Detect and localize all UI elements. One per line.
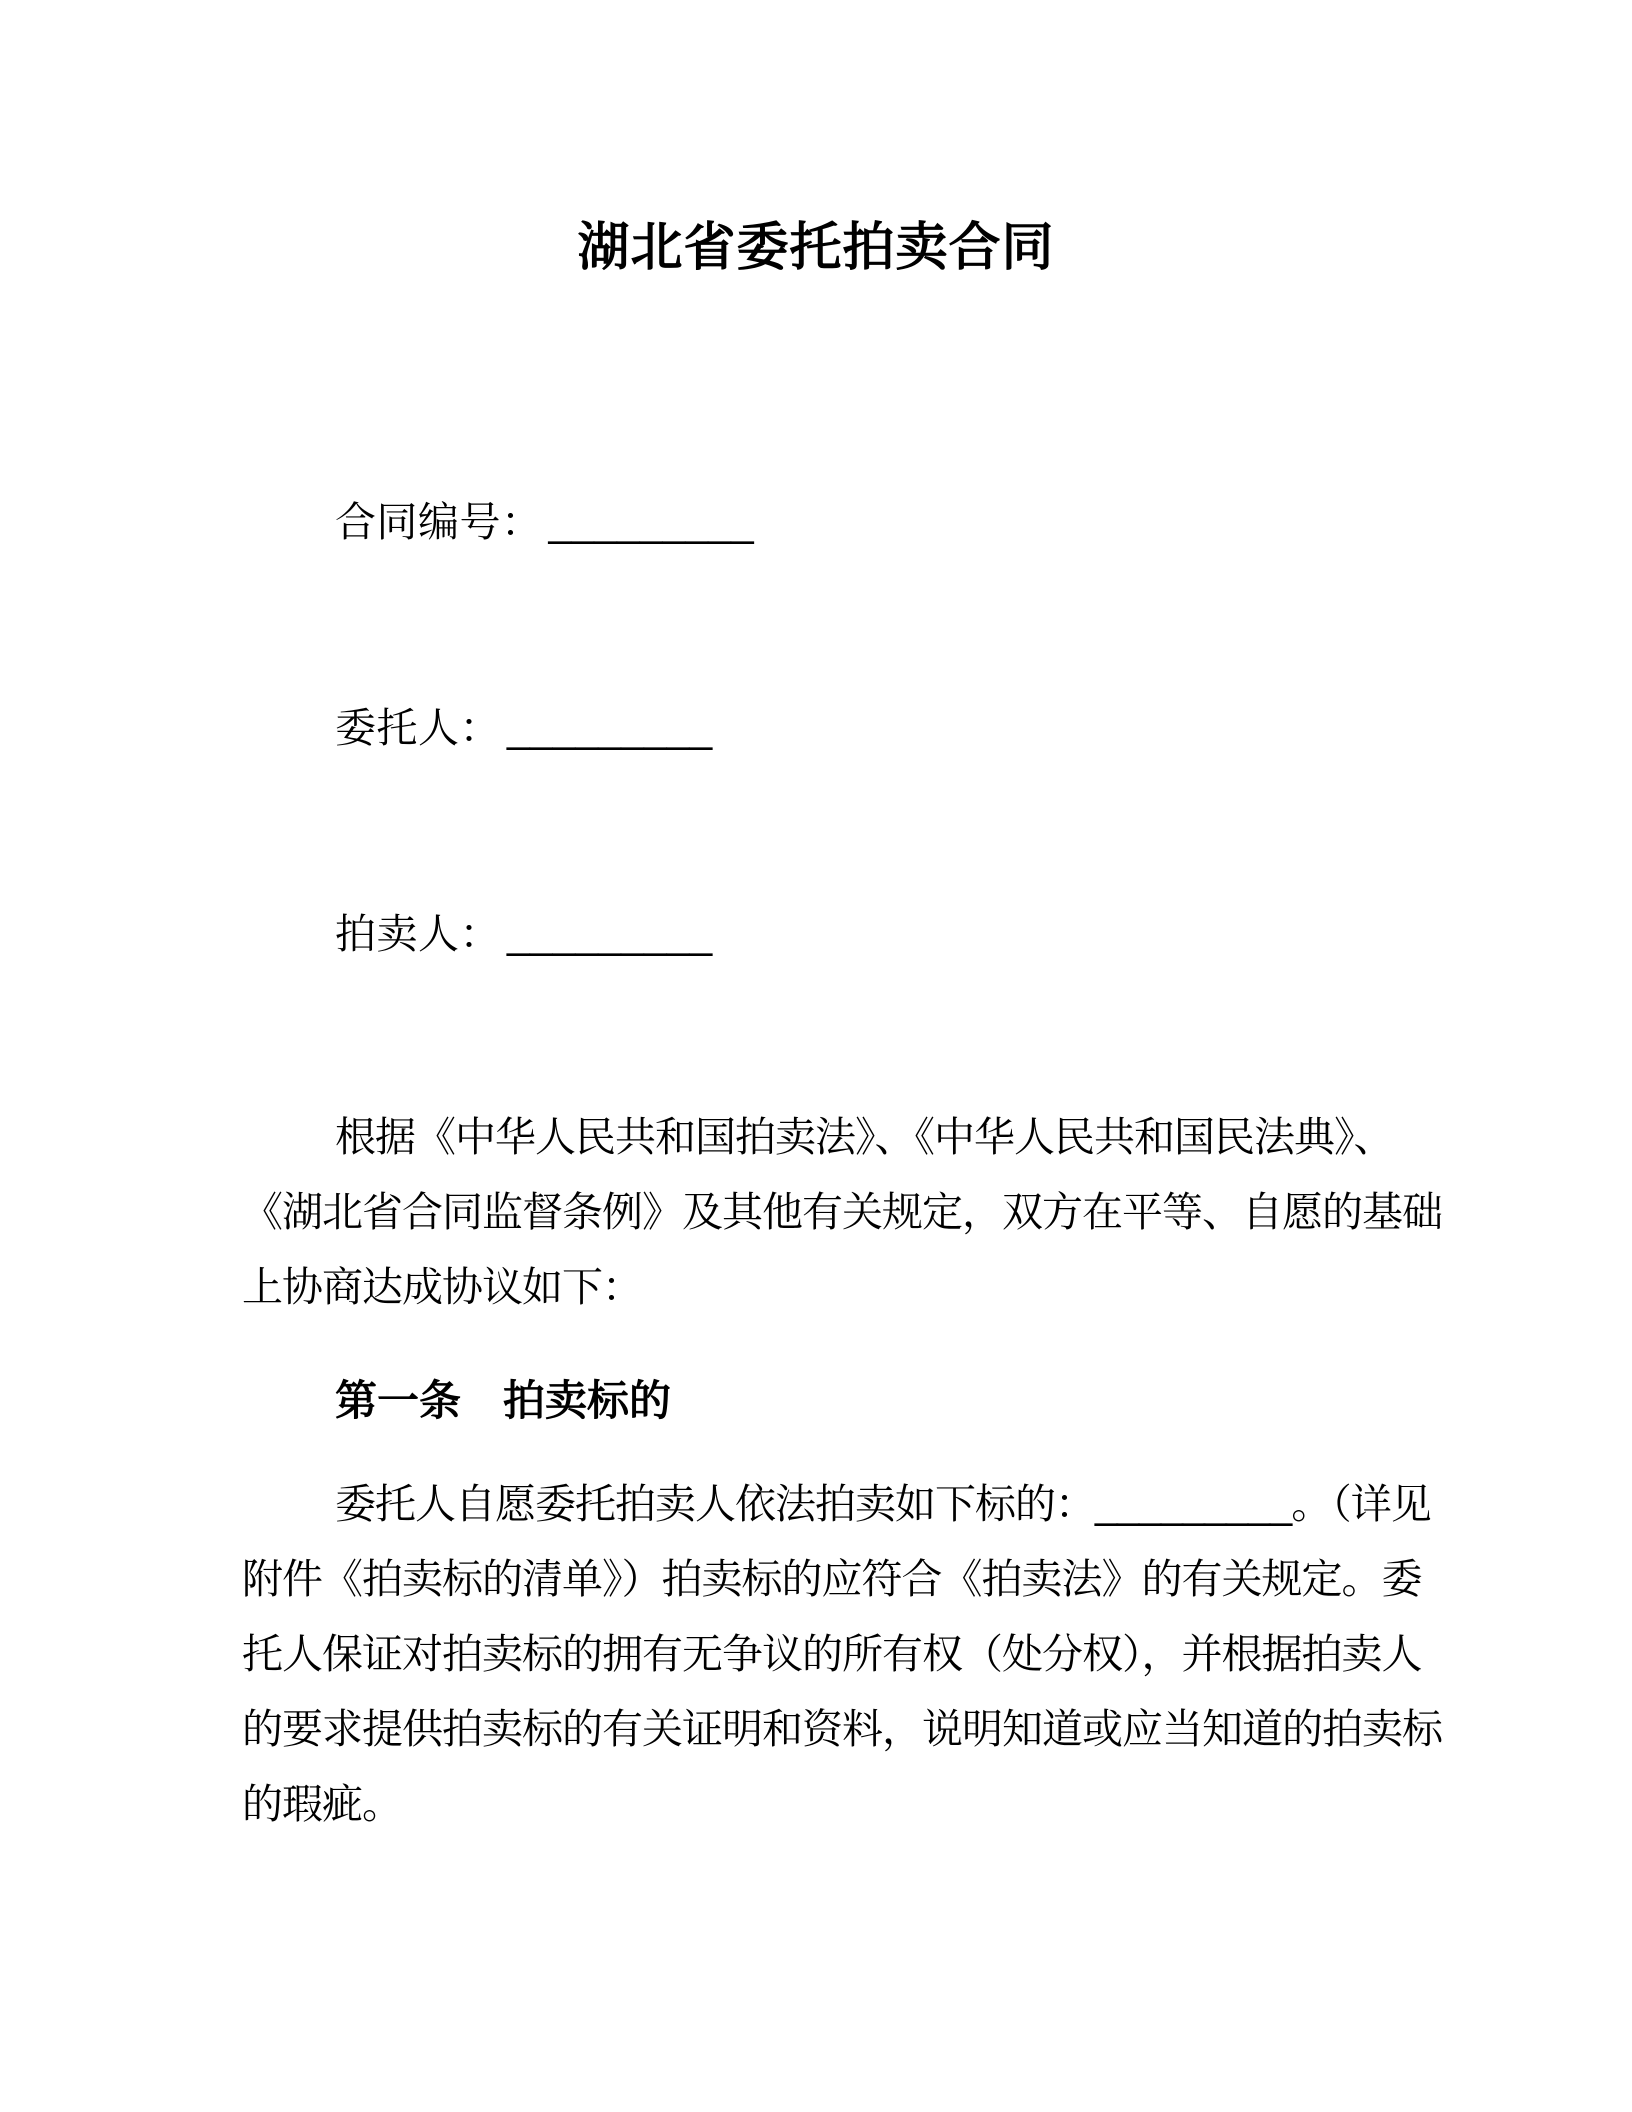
consignor-blank[interactable]: _________ bbox=[507, 705, 713, 751]
auctioneer-blank[interactable]: _________ bbox=[507, 911, 713, 957]
intro-line: 根据《中华人民共和国拍卖法》、《中华人民共和国民法典》、 bbox=[335, 1114, 1394, 1160]
article1-heading: 第一条 拍卖标的 bbox=[335, 1377, 672, 1424]
contract-number-blank[interactable]: _________ bbox=[548, 499, 754, 545]
consignor-row bbox=[242, 691, 1484, 766]
article1-line: 托人保证对拍卖标的拥有无争议的所有权（处分权），并根据拍卖人 bbox=[242, 1631, 1422, 1677]
contract-number-label: 合同编号： bbox=[335, 499, 543, 545]
article1-paragraph bbox=[242, 1467, 1484, 1842]
article1-line: 附件《拍卖标的清单》）拍卖标的应符合《拍卖法》的有关规定。委 bbox=[242, 1556, 1422, 1602]
article1-line: 的要求提供拍卖标的有关证明和资料，说明知道或应当知道的拍卖标 bbox=[242, 1706, 1442, 1752]
auctioneer-row bbox=[242, 897, 1484, 972]
article1-line: 委托人自愿委托拍卖人依法拍卖如下标的：_________。（详见 bbox=[335, 1481, 1431, 1527]
contract-number-row bbox=[242, 485, 1484, 560]
article1-line: 的瑕疵。 bbox=[242, 1781, 402, 1827]
document-title: 湖北省委托拍卖合同 bbox=[577, 219, 1055, 277]
intro-line: 《湖北省合同监督条例》及其他有关规定，双方在平等、自愿的基础 bbox=[242, 1189, 1442, 1235]
consignor-label: 委托人： bbox=[335, 705, 501, 751]
intro-paragraph bbox=[242, 1100, 1484, 1325]
intro-line: 上协商达成协议如下： bbox=[242, 1264, 642, 1310]
auctioneer-label: 拍卖人： bbox=[335, 911, 501, 957]
